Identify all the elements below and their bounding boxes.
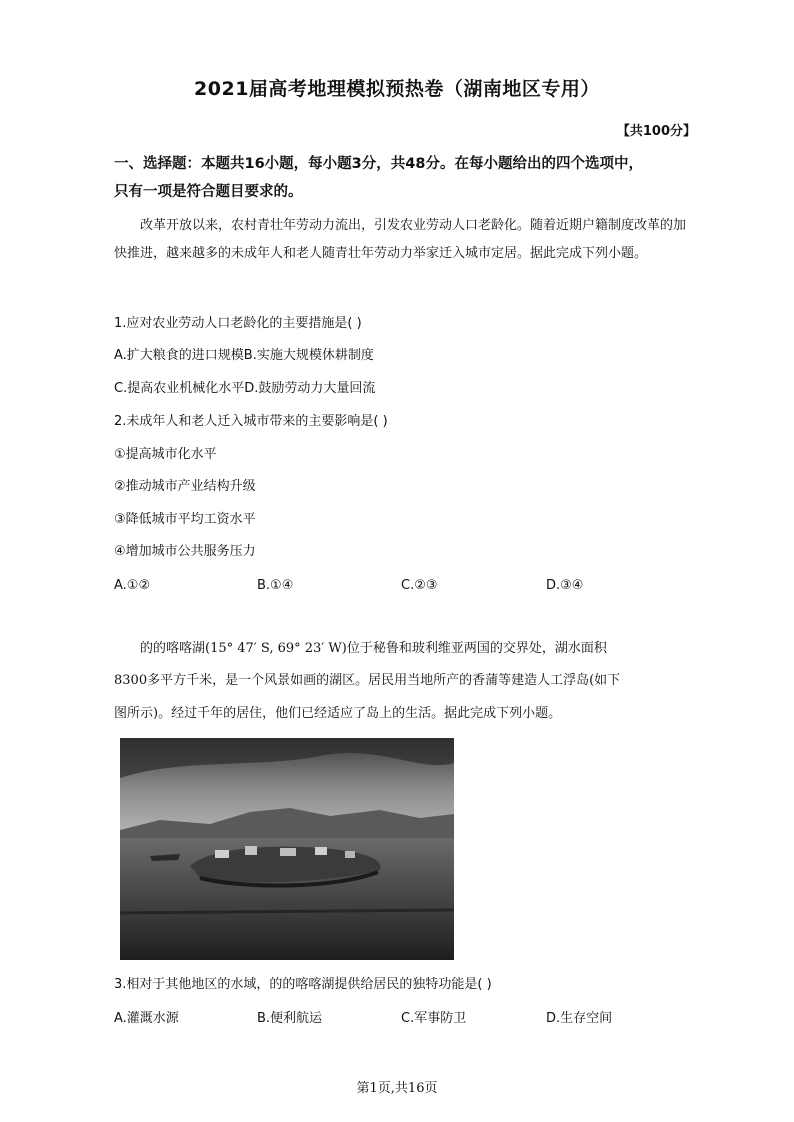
passage-1 — [114, 212, 694, 268]
passage-2-line2: 8300多平方千米，是一个风景如画的湖区。居民用当地所产的香蒲等建造人工浮岛(如下 — [114, 673, 621, 688]
question-2-option-a: A.①② — [114, 578, 151, 593]
total-score: 【共100分】 — [616, 124, 696, 139]
question-2-option-c: C.②③ — [401, 578, 438, 593]
question-2-item-3: ③降低城市平均工资水平 — [114, 512, 256, 527]
passage-2-line3: 图所示)。经过千年的居住，他们已经适应了岛上的生活。据此完成下列小题。 — [114, 706, 562, 721]
passage-2-line1: 的的喀喀湖(15° 47′ S, 69° 23′ W)位于秘鲁和玻利维亚两国的交界处，湖水面积 — [140, 641, 607, 656]
question-1-stem: 1.应对农业劳动人口老龄化的主要措施是( ) — [114, 316, 362, 331]
question-2-option-b: B.①④ — [257, 578, 294, 593]
passage-1-text: 改革开放以来，农村青壮年劳动力流出，引发农业劳动人口老龄化。随着近期户籍制度改革的加快推进，越来越多的未成年人和老人随青壮年劳动力举家迁入城市定居。据此完成下列小题。 — [114, 218, 687, 261]
floating-island-photo-svg — [120, 738, 454, 960]
page-title: 2021届高考地理模拟预热卷（湖南地区专用） — [194, 78, 600, 100]
page-footer: 第1页,共16页 — [356, 1081, 438, 1096]
question-2-item-4: ④增加城市公共服务压力 — [114, 544, 256, 559]
floating-island-photo — [120, 738, 454, 960]
question-3-option-c: C.军事防卫 — [401, 1011, 467, 1026]
question-2-option-d: D.③④ — [546, 578, 584, 593]
question-2-stem: 2.未成年人和老人迁入城市带来的主要影响是( ) — [114, 414, 388, 429]
question-3-stem: 3.相对于其他地区的水域，的的喀喀湖提供给居民的独特功能是( ) — [114, 977, 492, 992]
question-1-options-ab: A.扩大粮食的进口规模B.实施大规模休耕制度 — [114, 348, 374, 363]
question-3-option-b: B.便利航运 — [257, 1011, 323, 1026]
question-3-option-a: A.灌溉水源 — [114, 1011, 179, 1026]
section-instruction — [114, 150, 694, 206]
question-2-item-2: ②推动城市产业结构升级 — [114, 479, 256, 494]
question-1-options-cd: C.提高农业机械化水平D.鼓励劳动力大量回流 — [114, 381, 376, 396]
question-2-item-1: ①提高城市化水平 — [114, 447, 217, 462]
section-instruction-line1: 一、选择题：本题共16小题，每小题3分，共48分。在每小题给出的四个选项中， — [114, 156, 643, 172]
section-instruction-line2: 只有一项是符合题目要求的。 — [114, 184, 303, 200]
question-3-option-d: D.生存空间 — [546, 1011, 613, 1026]
